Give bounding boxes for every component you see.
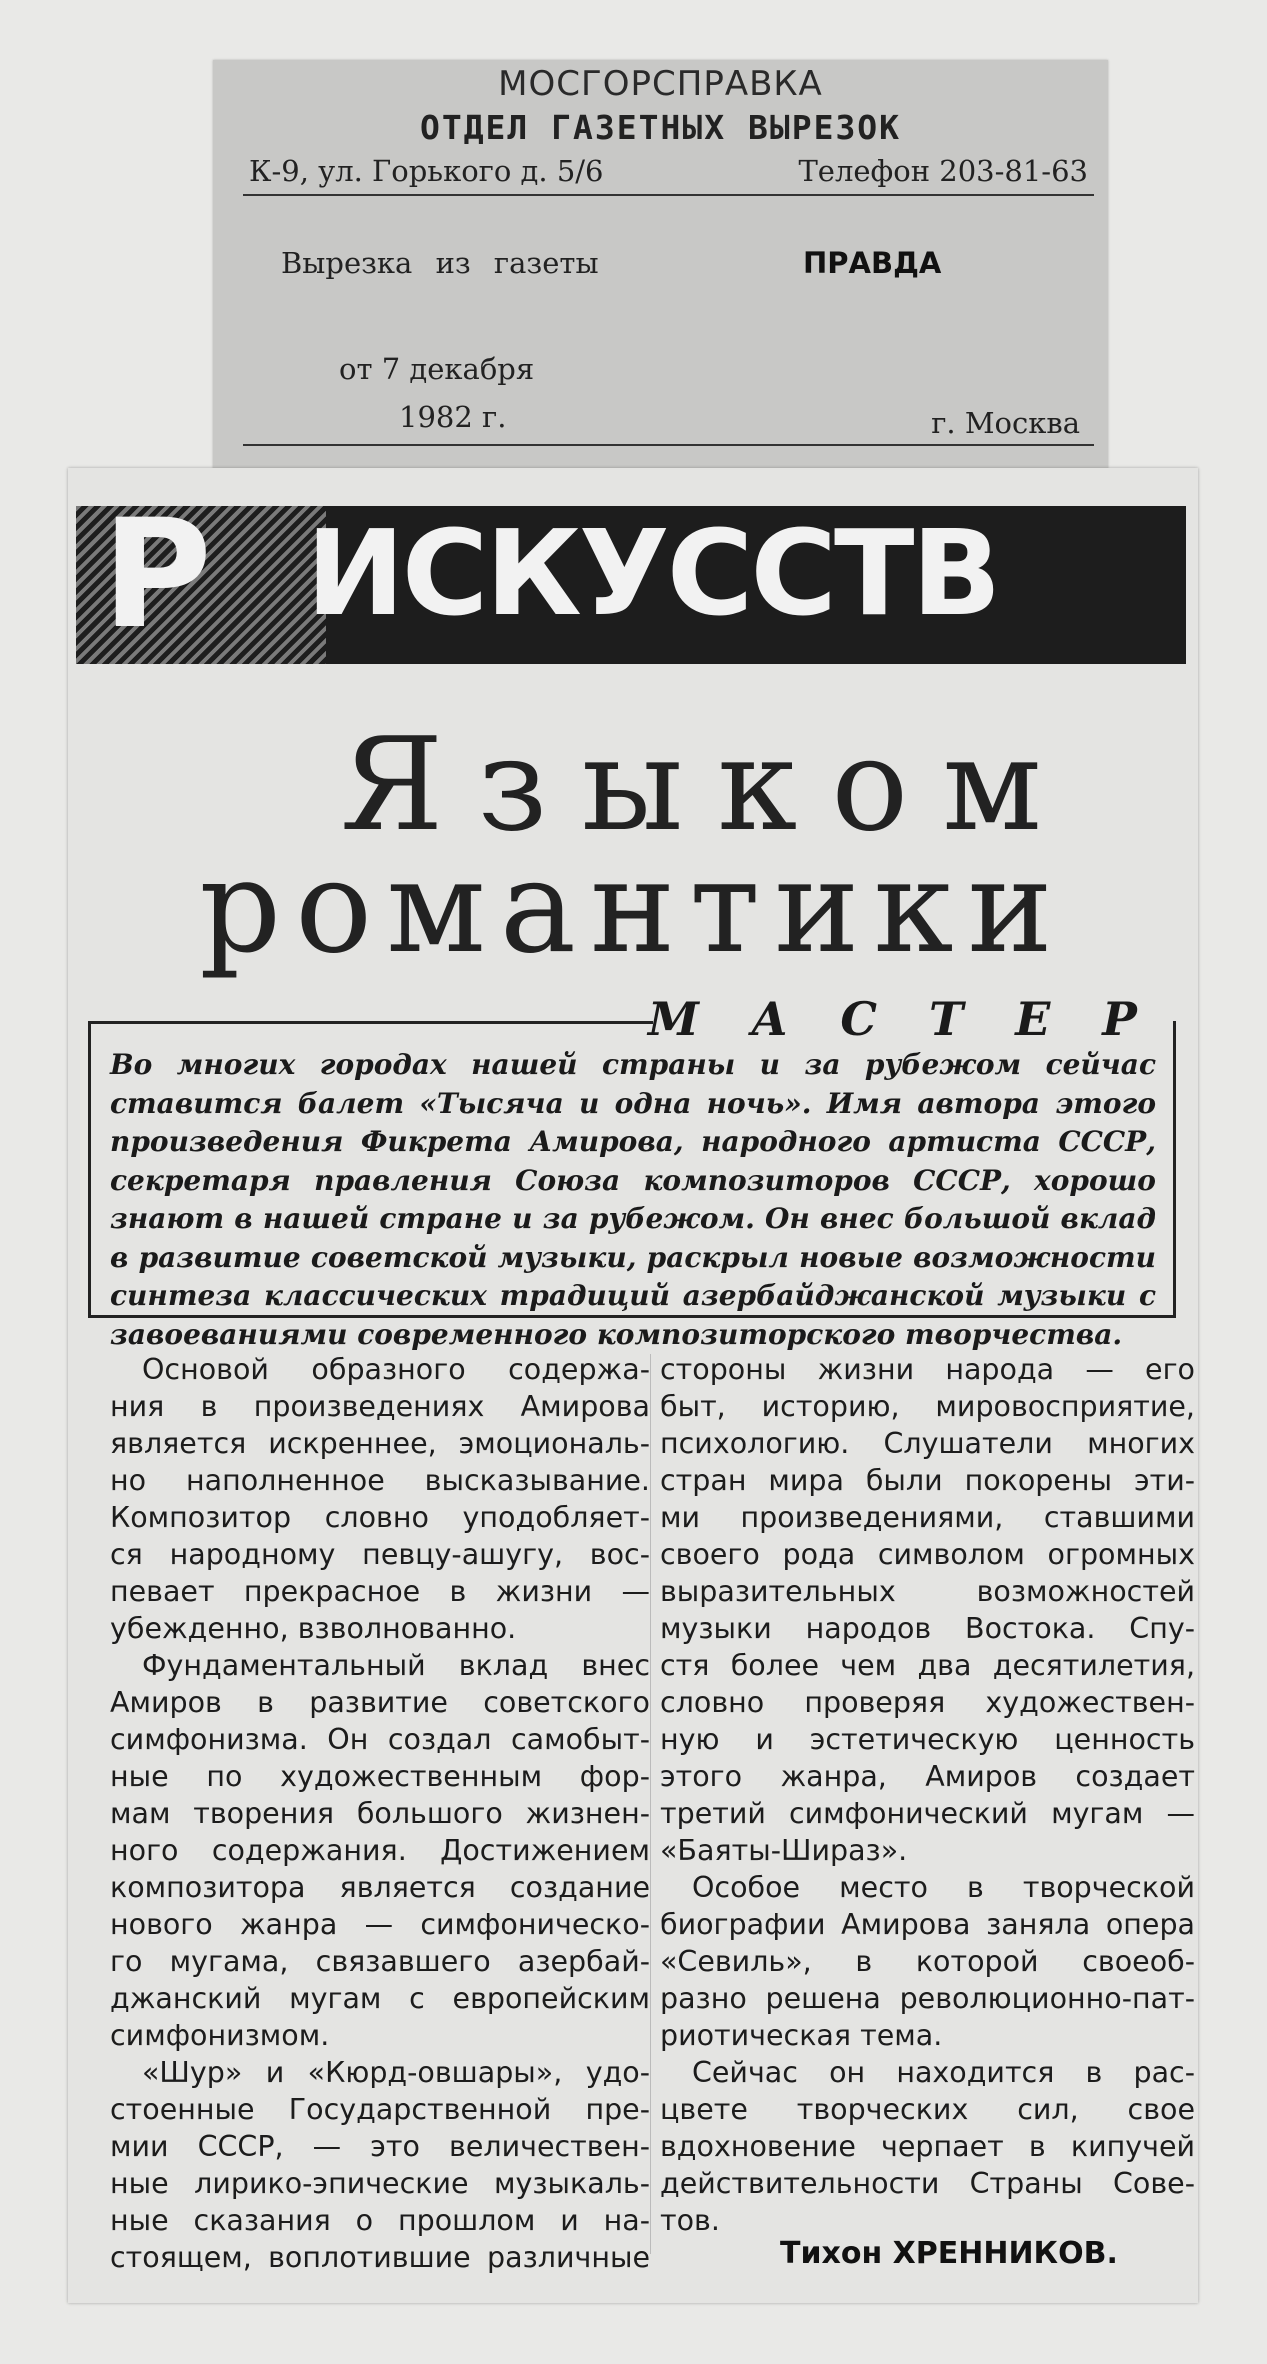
body-line: Фундаментальный вклад внес (142, 1649, 650, 1682)
body-line: джанский мугам с европейским (110, 1982, 650, 2015)
author-signature: Тихон ХРЕННИКОВ. (780, 2236, 1118, 2271)
body-line: Основой образного содержа- (142, 1353, 650, 1386)
agency-name: МОСГОРСПРАВКА (498, 64, 823, 104)
headline-line-2: романтики (199, 833, 1067, 982)
lead-line: в развитие советской музыки, раскрыл новые возможности (110, 1240, 1156, 1274)
lead-line: произведения Фикрета Амирова, народного артиста СССР, (110, 1125, 1156, 1158)
body-line: быт, историю, мировосприятие, (660, 1390, 1195, 1423)
body-line: го мугама, связавшего азербай- (110, 1945, 650, 1978)
date-day-month: от 7 декабря (339, 352, 535, 386)
body-line: мии СССР, — это величествен- (110, 2130, 650, 2163)
body-line: Сейчас он находится в рас- (692, 2056, 1195, 2089)
body-line: певает прекрасное в жизни — (110, 1575, 650, 1608)
body-line: выразительных возможностей (660, 1575, 1195, 1608)
body-line: Амиров в развитие советского (110, 1686, 650, 1719)
body-line: симфонизма. Он создал самобыт- (110, 1723, 650, 1756)
body-line: убежденно, взволнованно. (110, 1612, 517, 1645)
clipping-service-slip (213, 60, 1108, 480)
body-line: стоящем, воплотившие различные (110, 2241, 650, 2274)
body-line: Особое место в творческой (692, 1871, 1195, 1904)
body-line: композитора является создание (110, 1871, 650, 1904)
body-line: биографии Амирова заняла опера (660, 1908, 1195, 1941)
body-line: симфонизмом. (110, 2019, 330, 2052)
department-name: ОТДЕЛ ГАЗЕТНЫХ ВЫРЕЗОК (419, 108, 902, 147)
body-line: разно решена революционно-пат- (660, 1982, 1195, 2015)
body-line: «Баяты-Шираз». (660, 1834, 908, 1867)
body-line: является искреннее, эмоциональ- (110, 1427, 650, 1460)
body-column-right (660, 1351, 1195, 2239)
rubric-initial-letter: Р (102, 506, 212, 662)
body-line: нового жанра — симфоническо- (110, 1908, 650, 1941)
agency-address: К-9, ул. Горького д. 5/6 (249, 154, 604, 188)
body-line: этого жанра, Амиров создает (660, 1760, 1195, 1793)
body-line: действительности Страны Сове- (660, 2167, 1195, 2200)
body-line: Композитор словно уподобляет- (110, 1501, 650, 1534)
city-name: г. Москва (931, 406, 1080, 440)
slip-divider-top (243, 194, 1094, 196)
body-line: ную и эстетическую ценность (660, 1723, 1195, 1756)
cut-from-label: Вырезка из газеты (281, 246, 599, 280)
body-line: цвете творческих сил, свое (660, 2093, 1195, 2126)
body-line: тов. (660, 2204, 720, 2237)
rubric-banner (76, 506, 1186, 664)
body-line: вдохновение черпает в кипучей (660, 2130, 1195, 2163)
body-line: музыки народов Востока. Спу- (660, 1612, 1195, 1645)
lead-line: синтеза классических традиций азербайджанской музыки с (110, 1279, 1156, 1312)
body-column-left (110, 1351, 650, 2276)
body-line: стя более чем два десятилетия, (660, 1649, 1195, 1682)
body-line: стороны жизни народа — его (660, 1353, 1195, 1386)
column-divider (650, 1354, 651, 2254)
body-line: своего рода символом огромных (660, 1538, 1195, 1571)
body-line: мам творения большого жизнен- (110, 1797, 650, 1830)
lead-line: секретаря правления Союза композиторов СССР, хорошо (110, 1163, 1156, 1197)
newspaper-clipping (68, 468, 1198, 2303)
body-line: ные лирико-эпические музыкаль- (110, 2167, 650, 2200)
newspaper-name: ПРАВДА (803, 246, 942, 280)
body-line: стоенные Государственной пре- (110, 2093, 650, 2126)
body-line: ся народному певцу-ашугу, вос- (110, 1538, 650, 1571)
date-year: 1982 г. (399, 400, 507, 434)
lead-paragraph (110, 1046, 1156, 1354)
body-line: ные по художественным фор- (110, 1760, 650, 1793)
body-line: словно проверяя художествен- (660, 1686, 1195, 1719)
section-label: МАСТЕР (648, 992, 1189, 1046)
body-line: но наполненное высказывание. (110, 1464, 650, 1497)
lead-line: Во многих городах нашей страны и за рубежом сейчас (110, 1048, 1156, 1081)
body-line: ми произведениями, ставшими (660, 1501, 1195, 1534)
body-line: психологию. Слушатели многих (660, 1427, 1195, 1460)
slip-divider-bottom (243, 444, 1094, 446)
headline-line-1: Языком (340, 711, 1076, 860)
body-line: «Севиль», в которой своеоб- (660, 1945, 1195, 1978)
lead-line: ставится балет «Тысяча и одна ночь». Имя автора этого (110, 1086, 1156, 1120)
agency-phone: Телефон 203-81-63 (798, 154, 1088, 188)
body-line: риотическая тема. (660, 2019, 943, 2052)
body-line: стран мира были покорены эти- (660, 1464, 1195, 1497)
body-line: третий симфонический мугам — (660, 1797, 1195, 1830)
lead-line: знают в нашей стране и за рубежом. Он внес большой вклад (110, 1202, 1156, 1235)
rubric-title: ИСКУССТВ (306, 506, 999, 642)
body-line: ния в произведениях Амирова (110, 1390, 650, 1423)
lead-line: завоеваниями современного композиторского творчества. (110, 1317, 1123, 1351)
body-line: ные сказания о прошлом и на- (110, 2204, 650, 2237)
body-line: ного содержания. Достижением (110, 1834, 650, 1867)
body-line: «Шур» и «Кюрд-овшары», удо- (142, 2056, 650, 2089)
